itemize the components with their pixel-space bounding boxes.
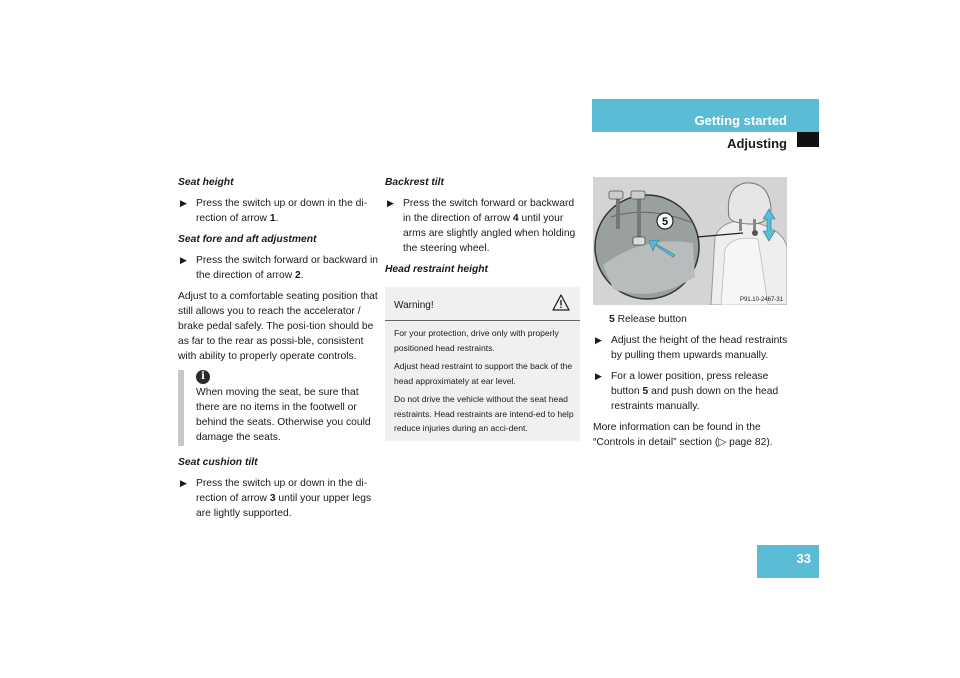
bullet-arrow-icon: ▶ <box>180 198 187 208</box>
warning-body <box>385 321 580 436</box>
bullet-arrow-icon: ▶ <box>387 198 394 208</box>
page-number: 33 <box>796 551 811 566</box>
info-icon: i <box>196 370 210 384</box>
seating-position-paragraph: Adjust to a comfortable seating position that still allows you to reach the accelerator / brake pedal safely. The posi-tion should be as far to the rear as possi-ble, consistent with ability to properly operate controls. <box>178 291 378 362</box>
warning-header <box>385 287 580 321</box>
instruction-cushion-tilt: ▶ Press the switch up or down in the di-rection of arrow 3 until your upper legs are lightly supported. <box>180 478 372 519</box>
head-restraint-figure <box>593 177 787 305</box>
warning-title: Warning! <box>394 300 434 311</box>
header-marker <box>797 132 819 147</box>
more-info-paragraph: More information can be found in the “Controls in detail” section (▷ page 82). <box>593 422 773 448</box>
heading-cushion-tilt: Seat cushion tilt <box>178 457 258 468</box>
warning-text-1: For your protection, drive only with properly positioned head restraints. <box>394 328 559 353</box>
column-1 <box>178 175 378 527</box>
instruction-backrest-tilt: ▶ Press the switch forward or backward in the direction of arrow 4 until your arms are slightly angled when holding the steering wheel. <box>387 198 576 254</box>
heading-seat-height: Seat height <box>178 177 234 188</box>
chapter-title: Getting started <box>694 113 787 128</box>
warning-text-3: Do not drive the vehicle without the seat head restraints. Head restraints are intend-ed to help reduce injuries during an acci-dent. <box>394 394 574 433</box>
heading-backrest-tilt: Backrest tilt <box>385 177 444 188</box>
bullet-arrow-icon: ▶ <box>595 371 602 381</box>
note-text: When moving the seat, be sure that there are no items in the footwell or behind the seats. Otherwise you could damage the seats. <box>196 387 371 443</box>
instruction-fore-aft: ▶ Press the switch forward or backward in the direction of arrow 2. <box>180 255 378 281</box>
note-bar <box>178 370 184 446</box>
bullet-arrow-icon: ▶ <box>595 335 602 345</box>
column-2 <box>385 175 580 441</box>
warning-text-2: Adjust head restraint to support the back of the head approximately at ear level. <box>394 361 573 386</box>
instruction-lower-restraint: ▶ For a lower position, press release button 5 and push down on the head restraints manually. <box>595 371 779 412</box>
head-restraint-illustration <box>593 177 787 305</box>
instruction-seat-height: ▶ Press the switch up or down in the di-rection of arrow 1. <box>180 198 368 224</box>
instruction-raise-restraint: ▶ Adjust the height of the head restraints by pulling them upwards manually. <box>595 335 788 361</box>
info-note <box>178 370 378 445</box>
warning-box <box>385 287 580 441</box>
section-header <box>592 99 819 149</box>
bullet-arrow-icon: ▶ <box>180 255 187 265</box>
heading-fore-aft: Seat fore and aft adjustment <box>178 234 317 245</box>
warning-triangle-icon <box>552 294 570 311</box>
bullet-arrow-icon: ▶ <box>180 478 187 488</box>
figure-code: P91.10-2467-31 <box>739 297 783 303</box>
column-3 <box>593 312 793 456</box>
callout-5-label: 5 <box>661 216 669 228</box>
section-title: Adjusting <box>727 136 787 151</box>
page-number-box <box>757 545 819 578</box>
heading-head-restraint: Head restraint height <box>385 264 488 275</box>
figure-caption: 5 Release button <box>609 314 687 325</box>
